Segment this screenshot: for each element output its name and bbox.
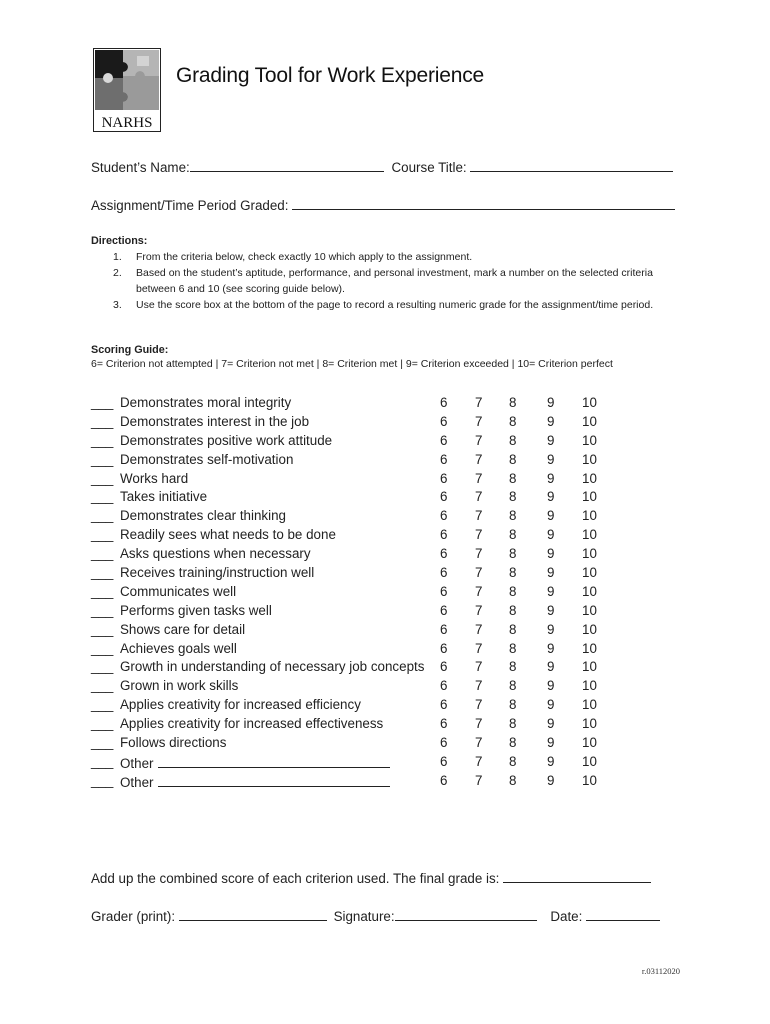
score-option-7[interactable]: 7	[475, 678, 483, 694]
student-name-field[interactable]	[190, 159, 384, 172]
criterion-row	[91, 565, 711, 584]
criterion-label-wrap	[120, 697, 361, 712]
score-option-9[interactable]: 9	[547, 546, 555, 562]
scoring-guide-section	[91, 344, 731, 370]
criterion-label: Demonstrates positive work attitude	[120, 432, 333, 448]
criterion-checkbox-blank[interactable]: ___	[91, 451, 114, 467]
grader-field[interactable]	[179, 908, 327, 921]
score-option-10[interactable]: 10	[582, 508, 597, 524]
score-option-9[interactable]: 9	[547, 735, 555, 751]
criterion-row	[91, 527, 711, 546]
criterion-label: Demonstrates clear thinking	[120, 508, 286, 524]
criterion-row	[91, 395, 711, 414]
score-option-7[interactable]: 7	[475, 753, 483, 769]
criterion-checkbox-blank[interactable]: ___	[91, 432, 114, 448]
criterion-label-wrap	[120, 546, 311, 561]
score-option-10[interactable]: 10	[582, 413, 597, 429]
directions-section	[91, 235, 691, 313]
score-option-7[interactable]: 7	[475, 659, 483, 675]
criterion-label-wrap	[120, 433, 332, 448]
criterion-label: Takes initiative	[120, 489, 208, 505]
criterion-checkbox-blank[interactable]: ___	[91, 735, 114, 751]
logo-text: NARHS	[101, 115, 153, 131]
score-option-7[interactable]: 7	[475, 772, 483, 788]
signature-label: Signature:	[333, 909, 395, 924]
score-option-6[interactable]: 6	[440, 735, 448, 751]
directions-item	[91, 265, 691, 297]
criterion-row	[91, 508, 711, 527]
date-field[interactable]	[586, 908, 660, 921]
criterion-label: Communicates well	[120, 583, 237, 599]
criterion-row	[91, 754, 711, 773]
score-option-7[interactable]: 7	[475, 621, 483, 637]
criterion-label: Receives training/instruction well	[120, 565, 315, 581]
score-option-8[interactable]: 8	[509, 716, 517, 732]
criterion-checkbox-blank[interactable]: ___	[91, 583, 114, 599]
score-option-9[interactable]: 9	[547, 678, 555, 694]
score-option-10[interactable]: 10	[582, 772, 597, 788]
criterion-checkbox-blank[interactable]: ___	[91, 659, 114, 675]
criterion-label-wrap	[120, 452, 293, 467]
score-option-10[interactable]: 10	[582, 527, 597, 543]
criterion-checkbox-blank[interactable]: ___	[91, 565, 114, 581]
criterion-label-wrap	[120, 716, 383, 731]
directions-item-text: Based on the student’s aptitude, performance, and personal investment, mark a number on the selected criteria between 6 and 10 (see scoring guide below).	[136, 267, 653, 295]
criterion-row	[91, 697, 711, 716]
score-option-7[interactable]: 7	[475, 697, 483, 713]
criterion-checkbox-blank[interactable]: ___	[91, 489, 114, 505]
score-option-10[interactable]: 10	[582, 659, 597, 675]
score-option-6[interactable]: 6	[440, 413, 448, 429]
score-option-7[interactable]: 7	[475, 508, 483, 524]
score-option-8[interactable]: 8	[509, 470, 517, 486]
criterion-label-wrap	[120, 773, 390, 790]
score-option-8[interactable]: 8	[509, 546, 517, 562]
score-option-10[interactable]: 10	[582, 583, 597, 599]
score-option-6[interactable]: 6	[440, 451, 448, 467]
criterion-label: Follows directions	[120, 735, 227, 751]
directions-list	[91, 249, 691, 313]
criterion-row	[91, 678, 711, 697]
criterion-label: Growth in understanding of necessary job concepts	[120, 659, 425, 675]
score-option-8[interactable]: 8	[509, 395, 517, 410]
grader-line	[91, 908, 660, 924]
criterion-label: Demonstrates interest in the job	[120, 413, 310, 429]
score-option-6[interactable]: 6	[440, 621, 448, 637]
score-option-9[interactable]: 9	[547, 470, 555, 486]
directions-item-number: 2.	[113, 267, 122, 279]
criterion-row	[91, 414, 711, 433]
score-option-8[interactable]: 8	[509, 565, 517, 581]
score-option-6[interactable]: 6	[440, 470, 448, 486]
score-option-8[interactable]: 8	[509, 678, 517, 694]
final-grade-label: Add up the combined score of each criterion used. The final grade is:	[91, 871, 500, 886]
score-option-9[interactable]: 9	[547, 621, 555, 637]
score-option-6[interactable]: 6	[440, 508, 448, 524]
score-option-10[interactable]: 10	[582, 432, 597, 448]
criterion-row	[91, 489, 711, 508]
course-title-field[interactable]	[470, 159, 673, 172]
criterion-label: Other	[120, 755, 154, 771]
score-option-10[interactable]: 10	[582, 678, 597, 694]
criterion-checkbox-blank[interactable]: ___	[91, 395, 114, 410]
directions-heading: Directions:	[91, 235, 148, 247]
score-option-7[interactable]: 7	[475, 489, 483, 505]
score-option-10[interactable]: 10	[582, 602, 597, 618]
scoring-guide-text: 6= Criterion not attempted | 7= Criterion not met | 8= Criterion met | 9= Criterion exceeded | 10= Criterion perfect	[91, 358, 613, 370]
score-option-9[interactable]: 9	[547, 489, 555, 505]
score-option-10[interactable]: 10	[582, 753, 597, 769]
score-option-10[interactable]: 10	[582, 470, 597, 486]
score-option-6[interactable]: 6	[440, 527, 448, 543]
score-option-6[interactable]: 6	[440, 546, 448, 562]
score-option-10[interactable]: 10	[582, 640, 597, 656]
score-option-7[interactable]: 7	[475, 565, 483, 581]
score-option-8[interactable]: 8	[509, 451, 517, 467]
criterion-checkbox-blank[interactable]: ___	[91, 508, 114, 524]
criterion-checkbox-blank[interactable]: ___	[91, 621, 114, 637]
score-option-6[interactable]: 6	[440, 753, 448, 769]
criterion-label: Works hard	[120, 470, 189, 486]
criterion-label: Applies creativity for increased efficiency	[120, 697, 361, 713]
criterion-checkbox-blank[interactable]: ___	[91, 602, 114, 618]
score-option-8[interactable]: 8	[509, 413, 517, 429]
score-option-10[interactable]: 10	[582, 716, 597, 732]
score-option-9[interactable]: 9	[547, 772, 555, 788]
criterion-label: Other	[120, 774, 154, 790]
criterion-checkbox-blank[interactable]: ___	[91, 640, 114, 656]
directions-item-text: Use the score box at the bottom of the page to record a resulting numeric grade for the assignment/time period.	[136, 299, 654, 311]
criterion-label-wrap	[120, 395, 291, 410]
criterion-row	[91, 773, 711, 792]
score-option-10[interactable]: 10	[582, 395, 597, 410]
criterion-checkbox-blank[interactable]: ___	[91, 413, 114, 429]
criterion-label-wrap	[120, 603, 272, 618]
criterion-label-wrap	[120, 565, 314, 580]
criterion-label: Shows care for detail	[120, 621, 246, 637]
score-option-6[interactable]: 6	[440, 716, 448, 732]
score-option-10[interactable]: 10	[582, 565, 597, 581]
criterion-row	[91, 735, 711, 754]
score-option-7[interactable]: 7	[475, 735, 483, 751]
score-option-9[interactable]: 9	[547, 527, 555, 543]
student-course-line	[91, 159, 673, 175]
student-name-label: Student’s Name:	[91, 160, 190, 175]
score-option-10[interactable]: 10	[582, 451, 597, 467]
score-option-8[interactable]: 8	[509, 659, 517, 675]
scoring-guide-heading: Scoring Guide:	[91, 344, 169, 356]
score-option-9[interactable]: 9	[547, 659, 555, 675]
score-option-8[interactable]: 8	[509, 640, 517, 656]
other-criterion-field[interactable]	[158, 754, 390, 768]
score-option-9[interactable]: 9	[547, 716, 555, 732]
score-option-9[interactable]: 9	[547, 602, 555, 618]
score-option-9[interactable]: 9	[547, 565, 555, 581]
course-title-label: Course Title:	[391, 160, 467, 175]
score-option-6[interactable]: 6	[440, 565, 448, 581]
score-option-10[interactable]: 10	[582, 489, 597, 505]
criterion-row	[91, 716, 711, 735]
signature-field[interactable]	[395, 908, 537, 921]
score-option-6[interactable]: 6	[440, 489, 448, 505]
score-option-8[interactable]: 8	[509, 772, 517, 788]
score-option-7[interactable]: 7	[475, 413, 483, 429]
criterion-row	[91, 452, 711, 471]
score-option-6[interactable]: 6	[440, 640, 448, 656]
criterion-label-wrap	[120, 641, 237, 656]
score-option-9[interactable]: 9	[547, 413, 555, 429]
score-option-8[interactable]: 8	[509, 621, 517, 637]
criterion-label: Asks questions when necessary	[120, 546, 311, 562]
criterion-checkbox-blank[interactable]: ___	[91, 772, 114, 788]
score-option-9[interactable]: 9	[547, 753, 555, 769]
assignment-label: Assignment/Time Period Graded:	[91, 198, 289, 213]
score-option-9[interactable]: 9	[547, 508, 555, 524]
page-title: Grading Tool for Work Experience	[176, 64, 484, 87]
score-option-8[interactable]: 8	[509, 697, 517, 713]
score-option-7[interactable]: 7	[475, 451, 483, 467]
criterion-checkbox-blank[interactable]: ___	[91, 527, 114, 543]
score-option-7[interactable]: 7	[475, 470, 483, 486]
directions-item	[91, 249, 691, 265]
criterion-label-wrap	[120, 754, 390, 771]
score-option-6[interactable]: 6	[440, 602, 448, 618]
date-label: Date:	[550, 909, 583, 924]
assignment-line	[91, 197, 675, 213]
score-option-7[interactable]: 7	[475, 432, 483, 448]
criterion-checkbox-blank[interactable]: ___	[91, 678, 114, 694]
directions-item-number: 1.	[113, 251, 122, 263]
score-option-7[interactable]: 7	[475, 395, 483, 410]
criterion-label-wrap	[120, 659, 424, 674]
score-option-8[interactable]: 8	[509, 508, 517, 524]
score-option-8[interactable]: 8	[509, 735, 517, 751]
score-option-8[interactable]: 8	[509, 527, 517, 543]
score-option-7[interactable]: 7	[475, 583, 483, 599]
criterion-label: Achieves goals well	[120, 640, 237, 656]
criterion-checkbox-blank[interactable]: ___	[91, 716, 114, 732]
criterion-row	[91, 584, 711, 603]
criterion-checkbox-blank[interactable]: ___	[91, 546, 114, 562]
score-option-7[interactable]: 7	[475, 527, 483, 543]
other-criterion-field[interactable]	[158, 773, 390, 787]
criterion-row	[91, 622, 711, 641]
score-option-7[interactable]: 7	[475, 640, 483, 656]
score-option-8[interactable]: 8	[509, 602, 517, 618]
score-option-7[interactable]: 7	[475, 546, 483, 562]
narhs-logo	[93, 48, 161, 132]
criterion-row	[91, 471, 711, 490]
final-grade-field[interactable]	[503, 870, 651, 883]
directions-item-text: From the criteria below, check exactly 10 which apply to the assignment.	[136, 251, 473, 263]
criterion-label-wrap	[120, 508, 286, 523]
score-option-8[interactable]: 8	[509, 432, 517, 448]
criterion-checkbox-blank[interactable]: ___	[91, 470, 114, 486]
score-option-10[interactable]: 10	[582, 546, 597, 562]
score-option-9[interactable]: 9	[547, 451, 555, 467]
assignment-field[interactable]	[292, 197, 675, 210]
criterion-label: Demonstrates self-motivation	[120, 451, 294, 467]
directions-item	[91, 297, 691, 313]
score-option-9[interactable]: 9	[547, 640, 555, 656]
criteria-list	[91, 395, 711, 792]
criterion-label: Performs given tasks well	[120, 602, 272, 618]
score-option-6[interactable]: 6	[440, 678, 448, 694]
criterion-checkbox-blank[interactable]: ___	[91, 753, 114, 769]
criterion-label: Grown in work skills	[120, 678, 239, 694]
score-option-6[interactable]: 6	[440, 395, 448, 410]
criterion-row	[91, 641, 711, 660]
criterion-label-wrap	[120, 584, 236, 599]
directions-item-number: 3.	[113, 299, 122, 311]
score-option-10[interactable]: 10	[582, 697, 597, 713]
criterion-label-wrap	[120, 678, 238, 693]
criterion-row	[91, 603, 711, 622]
final-grade-line	[91, 870, 651, 886]
score-option-9[interactable]: 9	[547, 697, 555, 713]
score-option-6[interactable]: 6	[440, 697, 448, 713]
grader-label: Grader (print):	[91, 909, 176, 924]
score-option-7[interactable]: 7	[475, 602, 483, 618]
score-option-9[interactable]: 9	[547, 583, 555, 599]
score-option-6[interactable]: 6	[440, 659, 448, 675]
criterion-label-wrap	[120, 489, 207, 504]
score-option-10[interactable]: 10	[582, 621, 597, 637]
criterion-label: Readily sees what needs to be done	[120, 527, 336, 543]
score-option-7[interactable]: 7	[475, 716, 483, 732]
criterion-label-wrap	[120, 414, 309, 429]
score-option-9[interactable]: 9	[547, 395, 555, 410]
criterion-row	[91, 546, 711, 565]
score-option-8[interactable]: 8	[509, 489, 517, 505]
score-option-6[interactable]: 6	[440, 772, 448, 788]
criterion-label-wrap	[120, 622, 245, 637]
revision-code: r.03112020	[641, 966, 680, 976]
criterion-label: Applies creativity for increased effectiveness	[120, 716, 384, 732]
score-option-6[interactable]: 6	[440, 583, 448, 599]
criterion-label-wrap	[120, 471, 188, 486]
criterion-label-wrap	[120, 527, 336, 542]
criterion-row	[91, 659, 711, 678]
criterion-row	[91, 433, 711, 452]
criterion-checkbox-blank[interactable]: ___	[91, 697, 114, 713]
criterion-label: Demonstrates moral integrity	[120, 395, 292, 410]
criterion-label-wrap	[120, 735, 226, 750]
score-option-9[interactable]: 9	[547, 432, 555, 448]
score-option-8[interactable]: 8	[509, 583, 517, 599]
score-option-10[interactable]: 10	[582, 735, 597, 751]
score-option-6[interactable]: 6	[440, 432, 448, 448]
score-option-8[interactable]: 8	[509, 753, 517, 769]
